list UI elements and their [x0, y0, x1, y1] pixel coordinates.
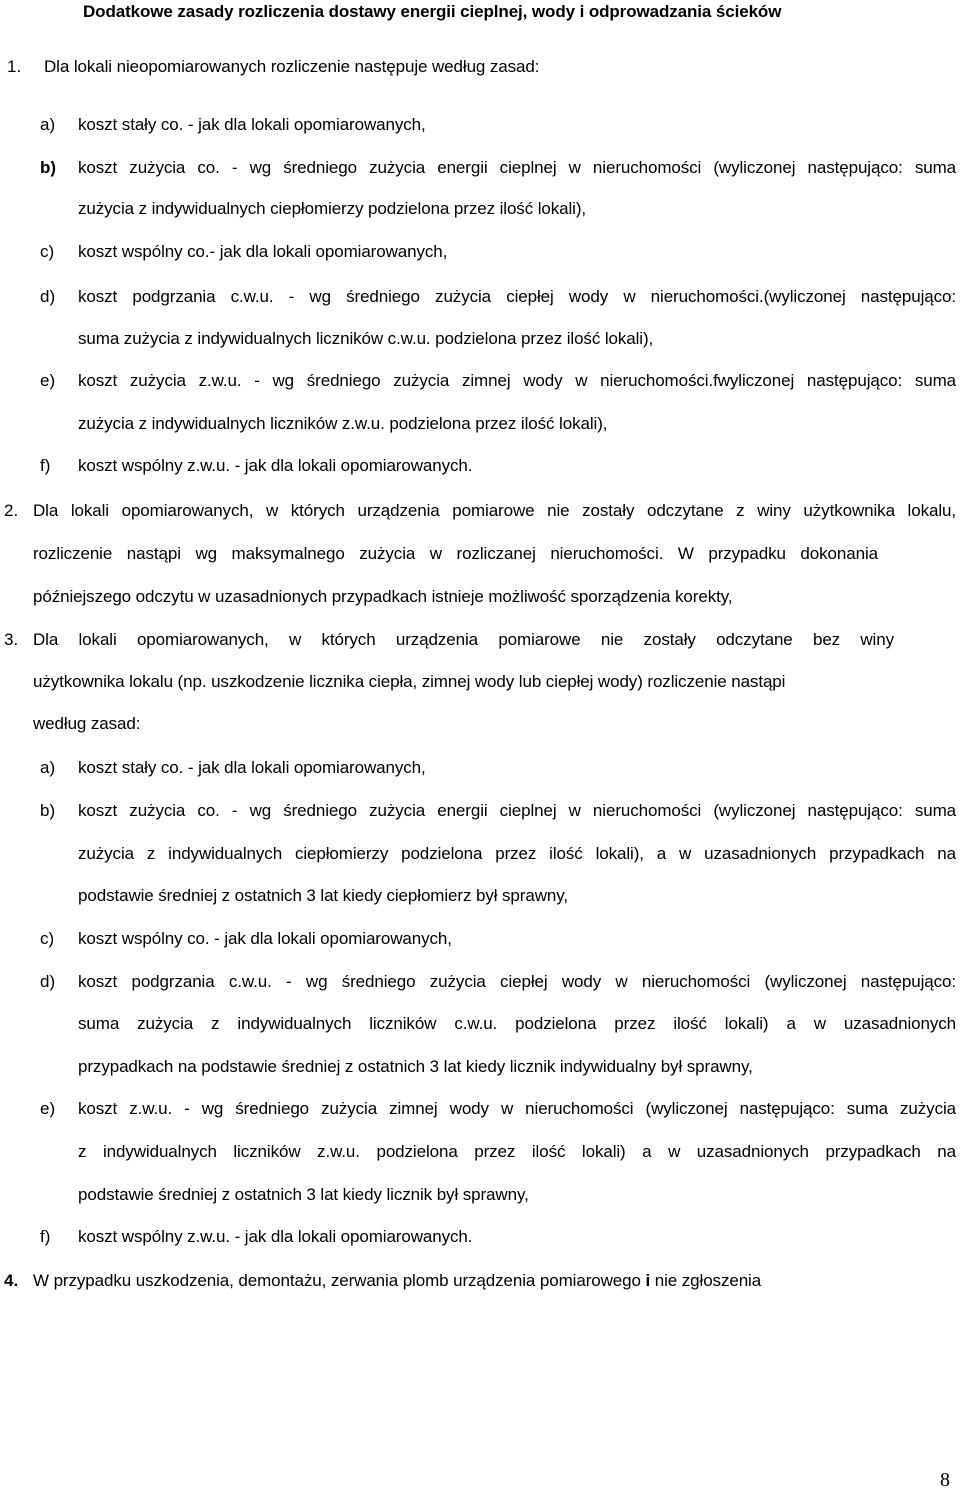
section-1-item-d-marker: d) — [40, 287, 56, 306]
section-3-item-a-marker: a) — [40, 758, 56, 777]
section-2-number: 2. — [4, 501, 19, 520]
section-1-item-d-line-1: koszt podgrzania c.w.u. - wg średniego zużycia ciepłej wody w nieruchomości.(wyliczonej następująco: — [78, 287, 956, 306]
section-3-item-c-marker: c) — [40, 929, 55, 948]
section-3-item-e-line-3: podstawie średniej z ostatnich 3 lat kiedy licznik był sprawny, — [78, 1185, 529, 1204]
section-3-item-d-line-1: koszt podgrzania c.w.u. - wg średniego zużycia ciepłej wody w nieruchomości (wyliczonej następująco: — [78, 972, 956, 991]
section-1-item-a-line-1: koszt stały co. - jak dla lokali opomiarowanych, — [78, 115, 426, 134]
section-3-item-a-line-1: koszt stały co. - jak dla lokali opomiarowanych, — [78, 758, 426, 777]
page-number: 8 — [940, 1469, 950, 1491]
section-1-item-a-marker: a) — [40, 115, 56, 134]
section-1-item-b-line-2: zużycia z indywidualnych ciepłomierzy podzielona przez ilość lokali), — [78, 199, 587, 218]
section-1-item-c-marker: c) — [40, 242, 55, 261]
section-3-item-b-marker: b) — [40, 801, 56, 820]
section-4-number: 4. — [4, 1271, 19, 1290]
section-1-item-e-marker: e) — [40, 371, 56, 390]
section-3-item-e-marker: e) — [40, 1099, 56, 1118]
section-3-item-d-marker: d) — [40, 972, 56, 991]
section-4-text-before: W przypadku uszkodzenia, demontażu, zerwania plomb urządzenia pomiarowego — [33, 1271, 646, 1290]
section-3-item-b-line-2: zużycia z indywidualnych ciepłomierzy podzielona przez ilość lokali), a w uzasadnionych przypadkach na — [78, 844, 956, 863]
section-1-item-b-marker: b) — [40, 158, 57, 177]
section-1-item-b-line-1: koszt zużycia co. - wg średniego zużycia energii cieplnej w nieruchomości (wyliczonej następująco: suma — [78, 158, 956, 177]
section-3-item-d-line-3: przypadkach na podstawie średniej z ostatnich 3 lat kiedy licznik indywidualny był sprawny, — [78, 1057, 753, 1076]
section-1-item-d-line-2: suma zużycia z indywidualnych liczników c.w.u. podzielona przez ilość lokali), — [78, 329, 654, 348]
section-3-item-e-line-2: z indywidualnych liczników z.w.u. podzielona przez ilość lokali) a w uzasadnionych przypadkach na — [78, 1142, 956, 1161]
section-1-item-f-marker: f) — [40, 456, 51, 475]
section-2-line-3: późniejszego odczytu w uzasadnionych przypadkach istnieje możliwość sporządzenia korekty, — [33, 587, 733, 606]
section-3-line-2: użytkownika lokalu (np. uszkodzenie licznika ciepła, zimnej wody lub ciepłej wody) rozliczenie nastąpi — [33, 672, 786, 691]
section-4-text — [33, 1270, 761, 1292]
section-3-item-c-line-1: koszt wspólny co. - jak dla lokali opomiarowanych, — [78, 929, 452, 948]
section-4-bold-word: i — [645, 1271, 651, 1290]
section-1-item-e-line-2: zużycia z indywidualnych liczników z.w.u. podzielona przez ilość lokali), — [78, 414, 608, 433]
section-1-item-e-line-1: koszt zużycia z.w.u. - wg średniego zużycia zimnej wody w nieruchomości.fwyliczonej następująco: suma — [78, 371, 956, 390]
section-1-number: 1. — [7, 57, 22, 76]
section-3-item-f-marker: f) — [40, 1227, 51, 1246]
section-2-line-1: Dla lokali opomiarowanych, w których urządzenia pomiarowe nie zostały odczytane z winy użytkownika lokalu, — [33, 501, 956, 520]
section-3-item-d-line-2: suma zużycia z indywidualnych liczników c.w.u. podzielona przez ilość lokali) a w uzasadnionych — [78, 1014, 956, 1033]
section-1-item-c-line-1: koszt wspólny co.- jak dla lokali opomiarowanych, — [78, 242, 448, 261]
section-1-item-f-line-1: koszt wspólny z.w.u. - jak dla lokali opomiarowanych. — [78, 456, 473, 475]
section-3-item-e-line-1: koszt z.w.u. - wg średniego zużycia zimnej wody w nieruchomości (wyliczonej następująco: suma zużycia — [78, 1099, 956, 1118]
section-3-line-3: według zasad: — [33, 714, 141, 733]
section-3-line-1: Dla lokali opomiarowanych, w których urządzenia pomiarowe nie zostały odczytane bez winy — [33, 630, 894, 649]
section-3-item-b-line-3: podstawie średniej z ostatnich 3 lat kiedy ciepłomierz był sprawny, — [78, 886, 568, 905]
section-2-line-2: rozliczenie nastąpi wg maksymalnego zużycia w rozliczanej nieruchomości. W przypadku dokonania — [33, 544, 878, 563]
section-3-item-f-line-1: koszt wspólny z.w.u. - jak dla lokali opomiarowanych. — [78, 1227, 473, 1246]
section-4-text-after: nie zgłoszenia — [650, 1271, 762, 1290]
section-3-item-b-line-1: koszt zużycia co. - wg średniego zużycia energii cieplnej w nieruchomości (wyliczonej następująco: suma — [78, 801, 956, 820]
section-3-number: 3. — [4, 630, 19, 649]
section-1-intro: Dla lokali nieopomiarowanych rozliczenie następuje według zasad: — [44, 57, 540, 76]
document-title: Dodatkowe zasady rozliczenia dostawy energii cieplnej, wody i odprowadzania ścieków — [83, 2, 782, 21]
